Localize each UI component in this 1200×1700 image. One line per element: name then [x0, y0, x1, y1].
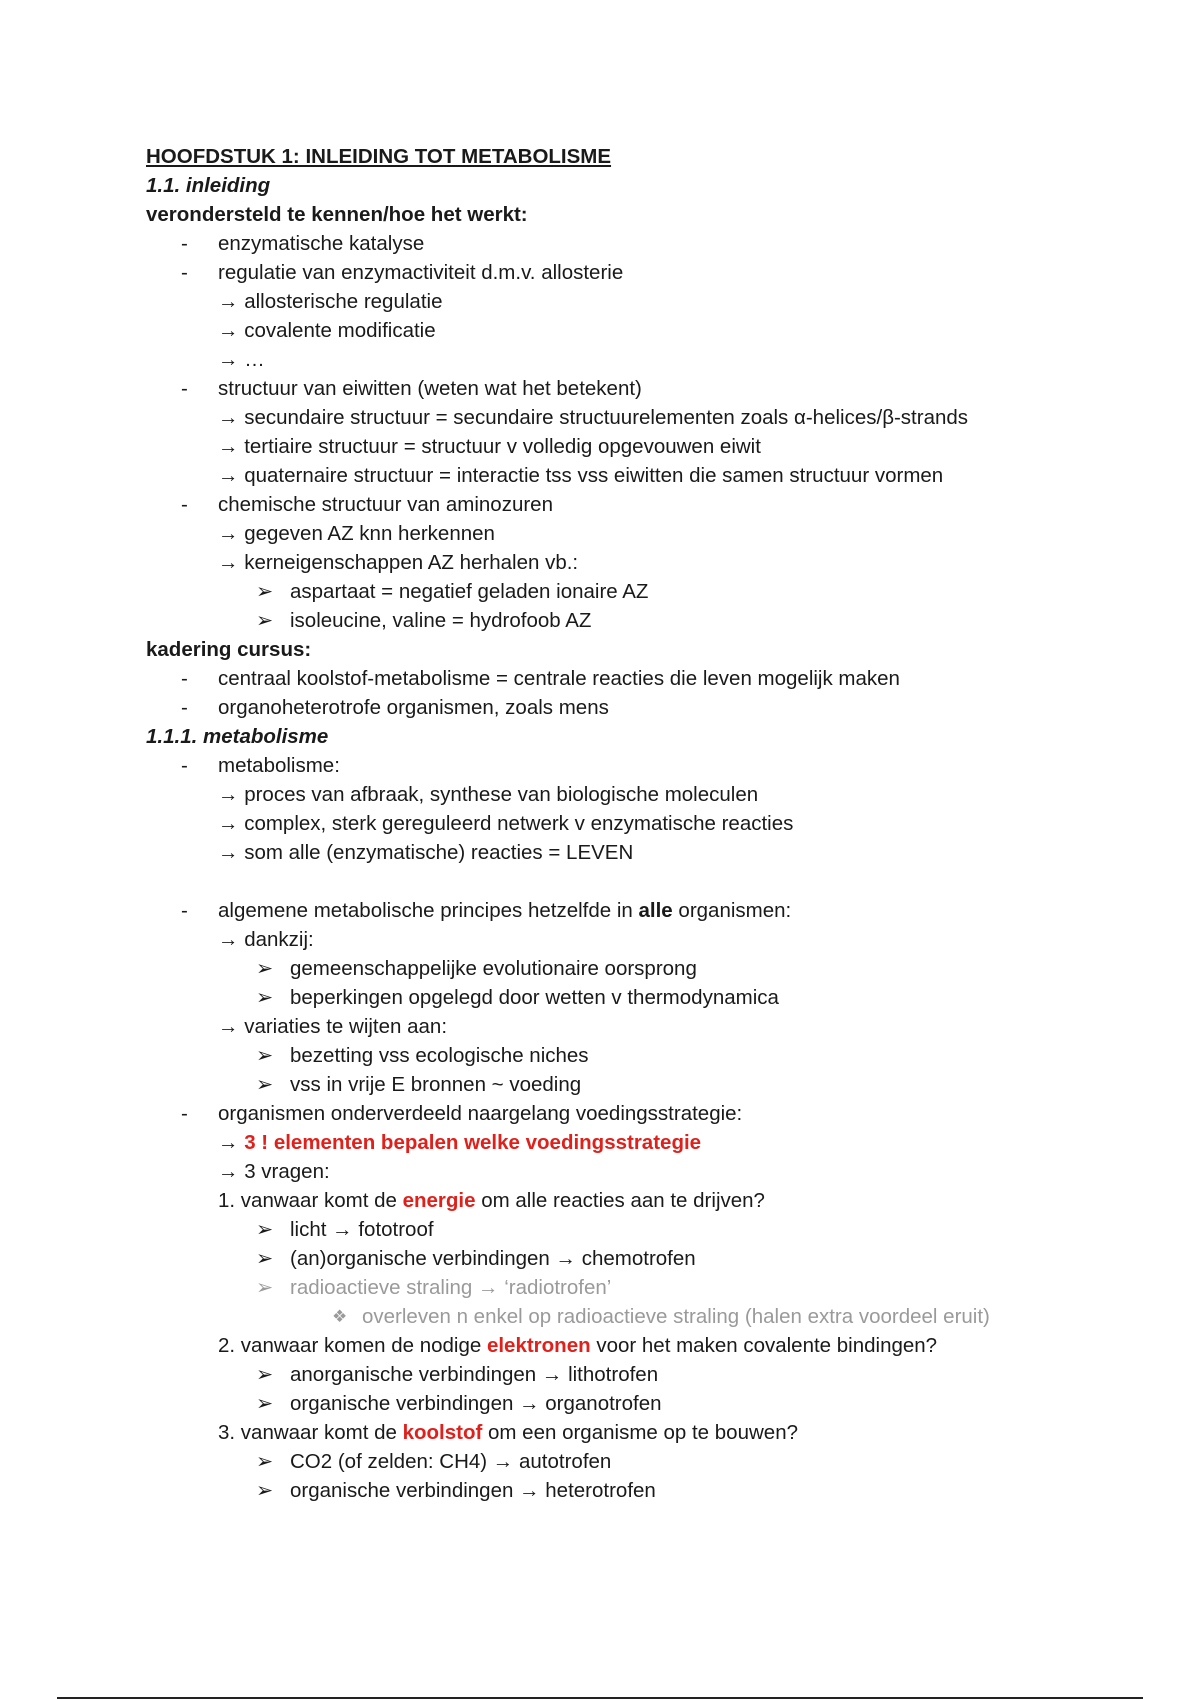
- list-item-text: organismen onderverdeeld naargelang voedingsstrategie:: [218, 1102, 743, 1125]
- highlight-elektronen: elektronen: [486, 1334, 591, 1357]
- list-item-text: algemene metabolische principes hetzelfde in alle organismen:: [218, 899, 792, 922]
- arrow-line: → covalente modificatie: [218, 319, 436, 342]
- highlight-energie: energie: [402, 1189, 476, 1212]
- arrow-line: → som alle (enzymatische) reacties = LEVEN: [218, 841, 634, 864]
- emphasis-alle: alle: [638, 899, 673, 922]
- sub-bullet-text: beperkingen opgelegd door wetten v thermodynamica: [290, 986, 779, 1009]
- dash-bullet: -: [181, 667, 188, 690]
- question-2: 2. vanwaar komen de nodige elektronen voor het maken covalente bindingen?: [218, 1334, 938, 1357]
- arrow-line: → complex, sterk gereguleerd netwerk v enzymatische reacties: [218, 812, 794, 835]
- arrow-line: → tertiaire structuur = structuur v volledig opgevouwen eiwit: [218, 435, 761, 458]
- chapter-title: HOOFDSTUK 1: INLEIDING TOT METABOLISME: [146, 145, 612, 168]
- list-item-text: metabolisme:: [218, 754, 340, 777]
- arrowhead-bullet-icon: ➢: [256, 1044, 274, 1067]
- arrowhead-bullet-icon: ➢: [256, 580, 274, 603]
- arrowhead-bullet-icon: ➢: [256, 1450, 274, 1473]
- sub-bullet-text: gemeenschappelijke evolutionaire oorsprong: [290, 957, 697, 980]
- sub-bullet-text: licht → fototroof: [290, 1218, 434, 1241]
- dash-bullet: -: [181, 696, 188, 719]
- arrowhead-bullet-icon: ➢: [256, 1276, 274, 1299]
- sub-bullet-text: isoleucine, valine = hydrofoob AZ: [290, 609, 592, 632]
- sub-bullet-text: organische verbindingen → heterotrofen: [290, 1479, 656, 1502]
- subheading-verondersteld: verondersteld te kennen/hoe het werkt:: [146, 203, 528, 226]
- arrowhead-bullet-icon: ➢: [256, 957, 274, 980]
- highlight-koolstof: koolstof: [402, 1421, 483, 1444]
- arrow-line: → proces van afbraak, synthese van biologische moleculen: [218, 783, 759, 806]
- arrow-line: → 3 vragen:: [218, 1160, 330, 1183]
- sub-bullet-text: CO2 (of zelden: CH4) → autotrofen: [290, 1450, 612, 1473]
- sub-bullet-text: vss in vrije E bronnen ~ voeding: [290, 1073, 582, 1096]
- footer-divider: [57, 1697, 1143, 1699]
- arrowhead-bullet-icon: ➢: [256, 1247, 274, 1270]
- arrow-line: → …: [218, 348, 265, 371]
- list-item-text: chemische structuur van aminozuren: [218, 493, 553, 516]
- arrowhead-bullet-icon: ➢: [256, 1218, 274, 1241]
- dash-bullet: -: [181, 493, 188, 516]
- arrow-line: → gegeven AZ knn herkennen: [218, 522, 495, 545]
- dash-bullet: -: [181, 261, 188, 284]
- section-heading-1-1: 1.1. inleiding: [146, 174, 271, 197]
- arrow-line: → quaternaire structuur = interactie tss vss eiwitten die samen structuur vormen: [218, 464, 944, 487]
- list-item-text: centraal koolstof-metabolisme = centrale reacties die leven mogelijk maken: [218, 667, 900, 690]
- dash-bullet: -: [181, 377, 188, 400]
- dash-bullet: -: [181, 232, 188, 255]
- arrow-line: → dankzij:: [218, 928, 314, 951]
- list-item-text: organoheterotrofe organismen, zoals mens: [218, 696, 609, 719]
- question-1: 1. vanwaar komt de energie om alle reacties aan te drijven?: [218, 1189, 765, 1212]
- sub-bullet-text: (an)organische verbindingen → chemotrofen: [290, 1247, 696, 1270]
- sub-bullet-text: aspartaat = negatief geladen ionaire AZ: [290, 580, 649, 603]
- section-heading-1-1-1: 1.1.1. metabolisme: [146, 725, 329, 748]
- sub-bullet-text: anorganische verbindingen → lithotrofen: [290, 1363, 659, 1386]
- arrowhead-bullet-icon: ➢: [256, 1363, 274, 1386]
- sub-bullet-text: bezetting vss ecologische niches: [290, 1044, 589, 1067]
- sub-sub-bullet-text: overleven n enkel op radioactieve straling (halen extra voordeel eruit): [362, 1305, 990, 1328]
- question-3: 3. vanwaar komt de koolstof om een organisme op te bouwen?: [218, 1421, 798, 1444]
- sub-bullet-text: organische verbindingen → organotrofen: [290, 1392, 662, 1415]
- subheading-kadering: kadering cursus:: [146, 638, 312, 661]
- arrowhead-bullet-icon: ➢: [256, 1479, 274, 1502]
- arrow-line: → secundaire structuur = secundaire structuurelementen zoals α-helices/β-strands: [218, 406, 969, 429]
- arrowhead-bullet-icon: ➢: [256, 609, 274, 632]
- list-item-text: regulatie van enzymactiviteit d.m.v. allosterie: [218, 261, 624, 284]
- list-item-text: structuur van eiwitten (weten wat het betekent): [218, 377, 642, 400]
- arrow-line-highlight: → 3 ! elementen bepalen welke voedingsstrategie: [218, 1131, 702, 1154]
- arrowhead-bullet-icon: ➢: [256, 1073, 274, 1096]
- dash-bullet: -: [181, 754, 188, 777]
- arrowhead-bullet-icon: ➢: [256, 1392, 274, 1415]
- list-item-text: enzymatische katalyse: [218, 232, 425, 255]
- dash-bullet: -: [181, 1102, 188, 1125]
- diamond-bullet-icon: ❖: [332, 1307, 348, 1326]
- arrow-line: → variaties te wijten aan:: [218, 1015, 448, 1038]
- arrow-line: → allosterische regulatie: [218, 290, 443, 313]
- arrow-line: → kerneigenschappen AZ herhalen vb.:: [218, 551, 579, 574]
- sub-bullet-text: radioactieve straling → ‘radiotrofen’: [290, 1276, 612, 1299]
- arrowhead-bullet-icon: ➢: [256, 986, 274, 1009]
- highlight-text: 3 ! elementen bepalen welke voedingsstrategie: [244, 1131, 702, 1154]
- dash-bullet: -: [181, 899, 188, 922]
